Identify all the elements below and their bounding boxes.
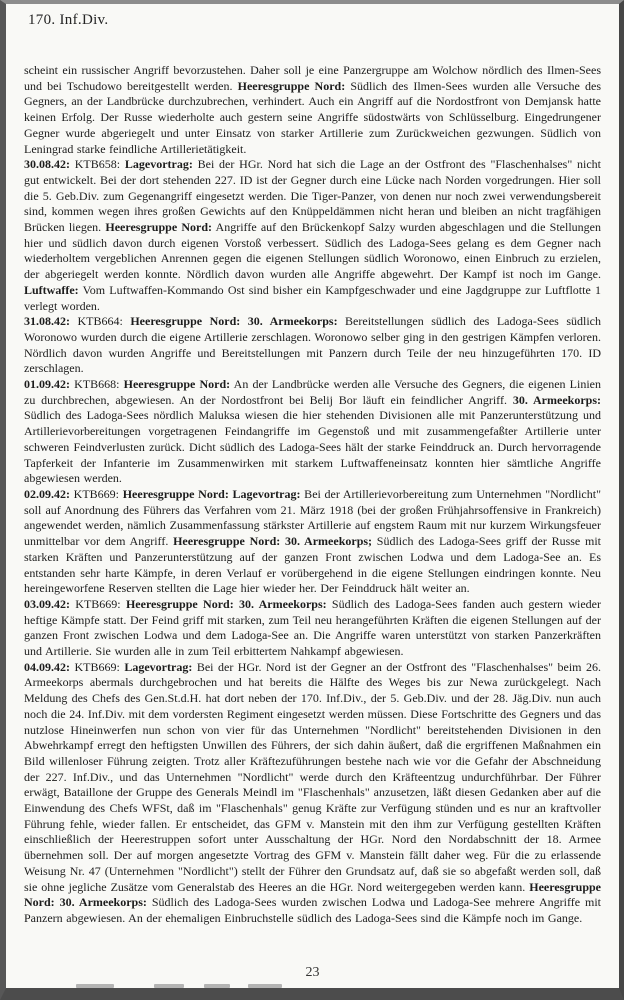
bold-run: Luftwaffe: [24, 282, 79, 297]
paragraph [24, 157, 601, 314]
text-run: Vom Luftwaffen-Kommando Ost sind bisher ein Kampfgeschwader und eine Jagdgruppe zur Luftflotte 1 verlegt worden. [24, 282, 601, 313]
cutoff-mark [248, 984, 282, 988]
text-run: KTB668: [70, 377, 124, 392]
bold-run: 03.09.42: [24, 596, 70, 611]
paragraph [24, 377, 601, 487]
bold-run: Heeresgruppe Nord: 30. Armeekorps: [125, 596, 327, 611]
text-run: Südlich des Ladoga-Sees nördlich Maluksa wiesen die hier stehenden Divisionen alle mit Panzerunterstützung und Artillerievorbereitungen vorgetragenen Feindangriffe im Gegenstoß und mit zusammengefaßter Artillerie unter schweren Feindverlusten zurück. Dicht südlich des Ladoga-Sees hält der starke Feinddruck an. Durch hervorragende Tapferkeit der Infanterie im Zusammenwirken mit starkem Luftwaffeneinsatz konnten hier sämtliche Angriffe abgewiesen werden. [24, 408, 601, 486]
text-run: Bei der Artillerievorbereitung zum Unternehmen "Nordlicht" soll auf Anordnung des Führers das Verfahren vom 21. März 1918 (bei der großen Frühjahrsoffensive in Frankreich) angewendet werden, nämlich Zusammenfassung stärkster Artillerie auf engstem Raum mit nur kurzem Wirkungsfeuer unmittelbar vor dem Angriff. [24, 486, 601, 549]
text-run: An der Landbrücke werden alle Versuche des Gegners, die eigenen Linien zu durchbrechen, abgewiesen. An der Nordostfront bei Belij Bor läuft ein feindlicher Angriff. [24, 377, 601, 407]
text-run: scheint ein russischer Angriff bevorzustehen. Daher soll je eine Panzergruppe am Wolchow nördlich des Ilmen-Sees und bei Tschudowo bereitgestellt werden. [24, 63, 601, 93]
paragraph [24, 314, 601, 377]
bold-run: 02.09.42: [24, 486, 70, 501]
document-body [24, 63, 601, 927]
cutoff-mark [154, 984, 184, 988]
cutoff-text-fragment [76, 983, 336, 988]
document-header-division: 170. Inf.Div. [28, 12, 109, 28]
paragraph [24, 487, 601, 597]
bold-run: Heeresgruppe Nord: Lagevortrag: [122, 486, 301, 501]
cutoff-mark [76, 984, 114, 988]
text-run: Südlich des Ladoga-Sees griff der Russe mit starken Kräften und Panzerunterstützung auf der ganzen Front zwischen Lodwa und dem Ladoga-See an. Es entstanden sehr harte Kämpfe, in deren Verlauf er vorübergehend in die eigene Stellungen eindringen konnte. Neu hereingeworfene Reserven stellten die Lage hier wieder her. Der Feinddruck hält weiter an. [24, 534, 601, 596]
cutoff-mark [204, 984, 230, 988]
bold-run: Heeresgruppe Nord: 30. Armeekorps; [173, 534, 373, 549]
text-run: Südlich des Ilmen-Sees wurden alle Versuche des Gegners, an der Landbrücke durchzubrechen, verhindert. Auch ein Angriff auf die Nordostfront von Demjansk hatte keinen Erfolg. Der Russe wiederholte auch gestern seine Angriffe südostwärts von Schlüsselburg. Eingedrungener Gegner wurde abgeriegelt und unter Einsatz von starker Artillerie zum Zurückweichen gezwungen. Südlich von Leningrad starke feindliche Artillerietätigkeit. [24, 78, 602, 156]
bold-run: 30. Armeekorps: [512, 392, 601, 407]
bold-run: Heeresgruppe Nord: [105, 220, 213, 235]
text-run: Bei der HGr. Nord ist der Gegner an der Ostfront des "Flaschenhalses" beim 26. Armeekorps abermals durchgebrochen und hat bereits die Hälfte des Weges bis zur Newa zurückgelegt. Nach Meldung des Chefs des Gen.St.d.H. hat dort neben der 170. Inf.Div., der 5. Geb.Div. und der 28. Jäg.Div. nun auch noch die 24. Inf.Div. mit dem vordersten Regiment eingesetzt werden müssen. Diese Fortschritte des Gegners und das nutzlose Hineinwerfen nun schon von vier für das Unternehmen "Nordlicht" bereitstehenden Divisionen in den Abwehrkampf erregt den heftigsten Unwillen des Führers, der sich dahin äußert, daß die ergriffenen Maßnahmen ein Bild willenloser Führung zeigten. Trotz aller Kräftezuführungen bestehe nach wie vor die Gefahr der Abschneidung der 227. Inf.Div., und das Unternehmen "Nordlicht" werde durch den Kräfteentzug undurchführbar. Der Führer erwägt, Bataillone der Gruppe des Generals Meindl im "Flaschenhals" anzusetzen, läßt diesen Gedanken aber auf die Einwendung des Chefs WFSt, daß im "Flaschenhals" genug Kräfte zur Verfügung stünden und es nur an kraftvoller Führung fehle, wieder fallen. Er entscheidet, das GFM v. Manstein mit den ihm zur Verfügung gestellten Kräften einschließlich der Heerestruppen sofort unter Ausschaltung der HGr. Nord den Nordabschnitt der 18. Armee übernehmen soll. Der auf morgen angesetzte Vortrag des GFM v. Manstein fällt daher weg. Für die zu erlassende Weisung Nr. 47 (Unternehmen "Nordlicht") stellt der Führer den Grundsatz auf, daß sie so abgefaßt werden soll, daß sie ohne jegliche Zusätze vom Generalstab des Heeres an die HGr. Nord weitergegeben werden kann. [24, 659, 601, 894]
bold-run: 01.09.42: [24, 377, 70, 392]
bold-run: 30.08.42: [24, 157, 70, 172]
bold-run: 04.09.42: [24, 659, 70, 674]
bold-run: Heeresgruppe Nord: [237, 78, 346, 93]
text-run: Angriffe auf den Brückenkopf Salzy wurden abgeschlagen und die Stellungen hier und südlich davon durch eigenen Vorstoß verbessert. Südlich des Ladoga-Sees gelang es dem Gegner nach wiederholtem vergeblichen Anrennen gegen die eigenen Stellungen südlich Woronowo, einen Einbruch zu erzielen, der abgeriegelt werden konnte. Nördlich davon wurden alle Angriffe abgewehrt. Der Kampf ist noch im Gange. [24, 220, 601, 282]
text-run: Südlich des Ladoga-Sees wurden zwischen Lodwa und Ladoga-See mehrere Angriffe mit Panzern abgewiesen. An der ehemaligen Einbruchstelle südlich des Ladoga-Sees sind die Kämpfe noch im Gange. [24, 895, 601, 925]
text-run: Bei der HGr. Nord hat sich die Lage an der Ostfront des "Flaschenhalses" nicht gut entwickelt. Bei der dort stehenden 227. ID ist der Gegner durch eine Lücke nach Norden vorgedrungen. Hier soll die 5. Geb.Div. zum Gegenangriff eingesetzt werden. Die Tiger-Panzer, von denen nur noch zwei verwendungsbereit sind, kommen wegen ihres großen Gewichts auf den Knüppeldämmen nicht heran und bleiben an nicht tragfähigen Brücken liegen. [24, 157, 601, 235]
text-run: Bereitstellungen südlich des Ladoga-Sees südlich Woronowo wurden durch die eigene Artillerie zerschlagen. Woronowo selber ging in den gestrigen Kämpfen verloren. Nördlich davon wurden Angriffe und Bereitstellungen mit Panzern durch Teile der neu hinzugeführten 170. ID zerschlagen. [24, 314, 601, 376]
paragraph [24, 660, 601, 927]
bold-run: Heeresgruppe Nord: [123, 377, 231, 392]
text-run: Südlich des Ladoga-Sees fanden auch gestern wieder heftige Kämpfe statt. Der Feind griff mit starken, zum Teil neu herangeführten Kräften die eigenen Stellungen auf der ganzen Front zwischen Lodwa und dem Ladoga-See an. Die Angriffe waren unterstützt von starken Panzerkräften und Artillerie. Sie wurden alle in zum Teil erbittertem Nahkampf abgewiesen. [24, 596, 601, 659]
text-run: KTB658: [70, 157, 125, 172]
bold-run: 31.08.42: [24, 314, 70, 329]
bold-run: Lagevortrag: [124, 659, 193, 674]
bold-run: Heeresgruppe Nord: 30. Armeekorps: [24, 879, 601, 910]
bold-run: Heeresgruppe Nord: 30. Armeekorps: [130, 314, 338, 329]
page-number: 23 [305, 965, 320, 980]
text-run: KTB669: [70, 596, 126, 611]
paragraph [24, 63, 601, 157]
text-run: KTB669: [70, 486, 123, 501]
bold-run: Lagevortrag: [124, 157, 193, 172]
text-run: KTB669: [70, 659, 125, 674]
text-run: KTB664: [70, 314, 131, 329]
paragraph [24, 597, 601, 660]
